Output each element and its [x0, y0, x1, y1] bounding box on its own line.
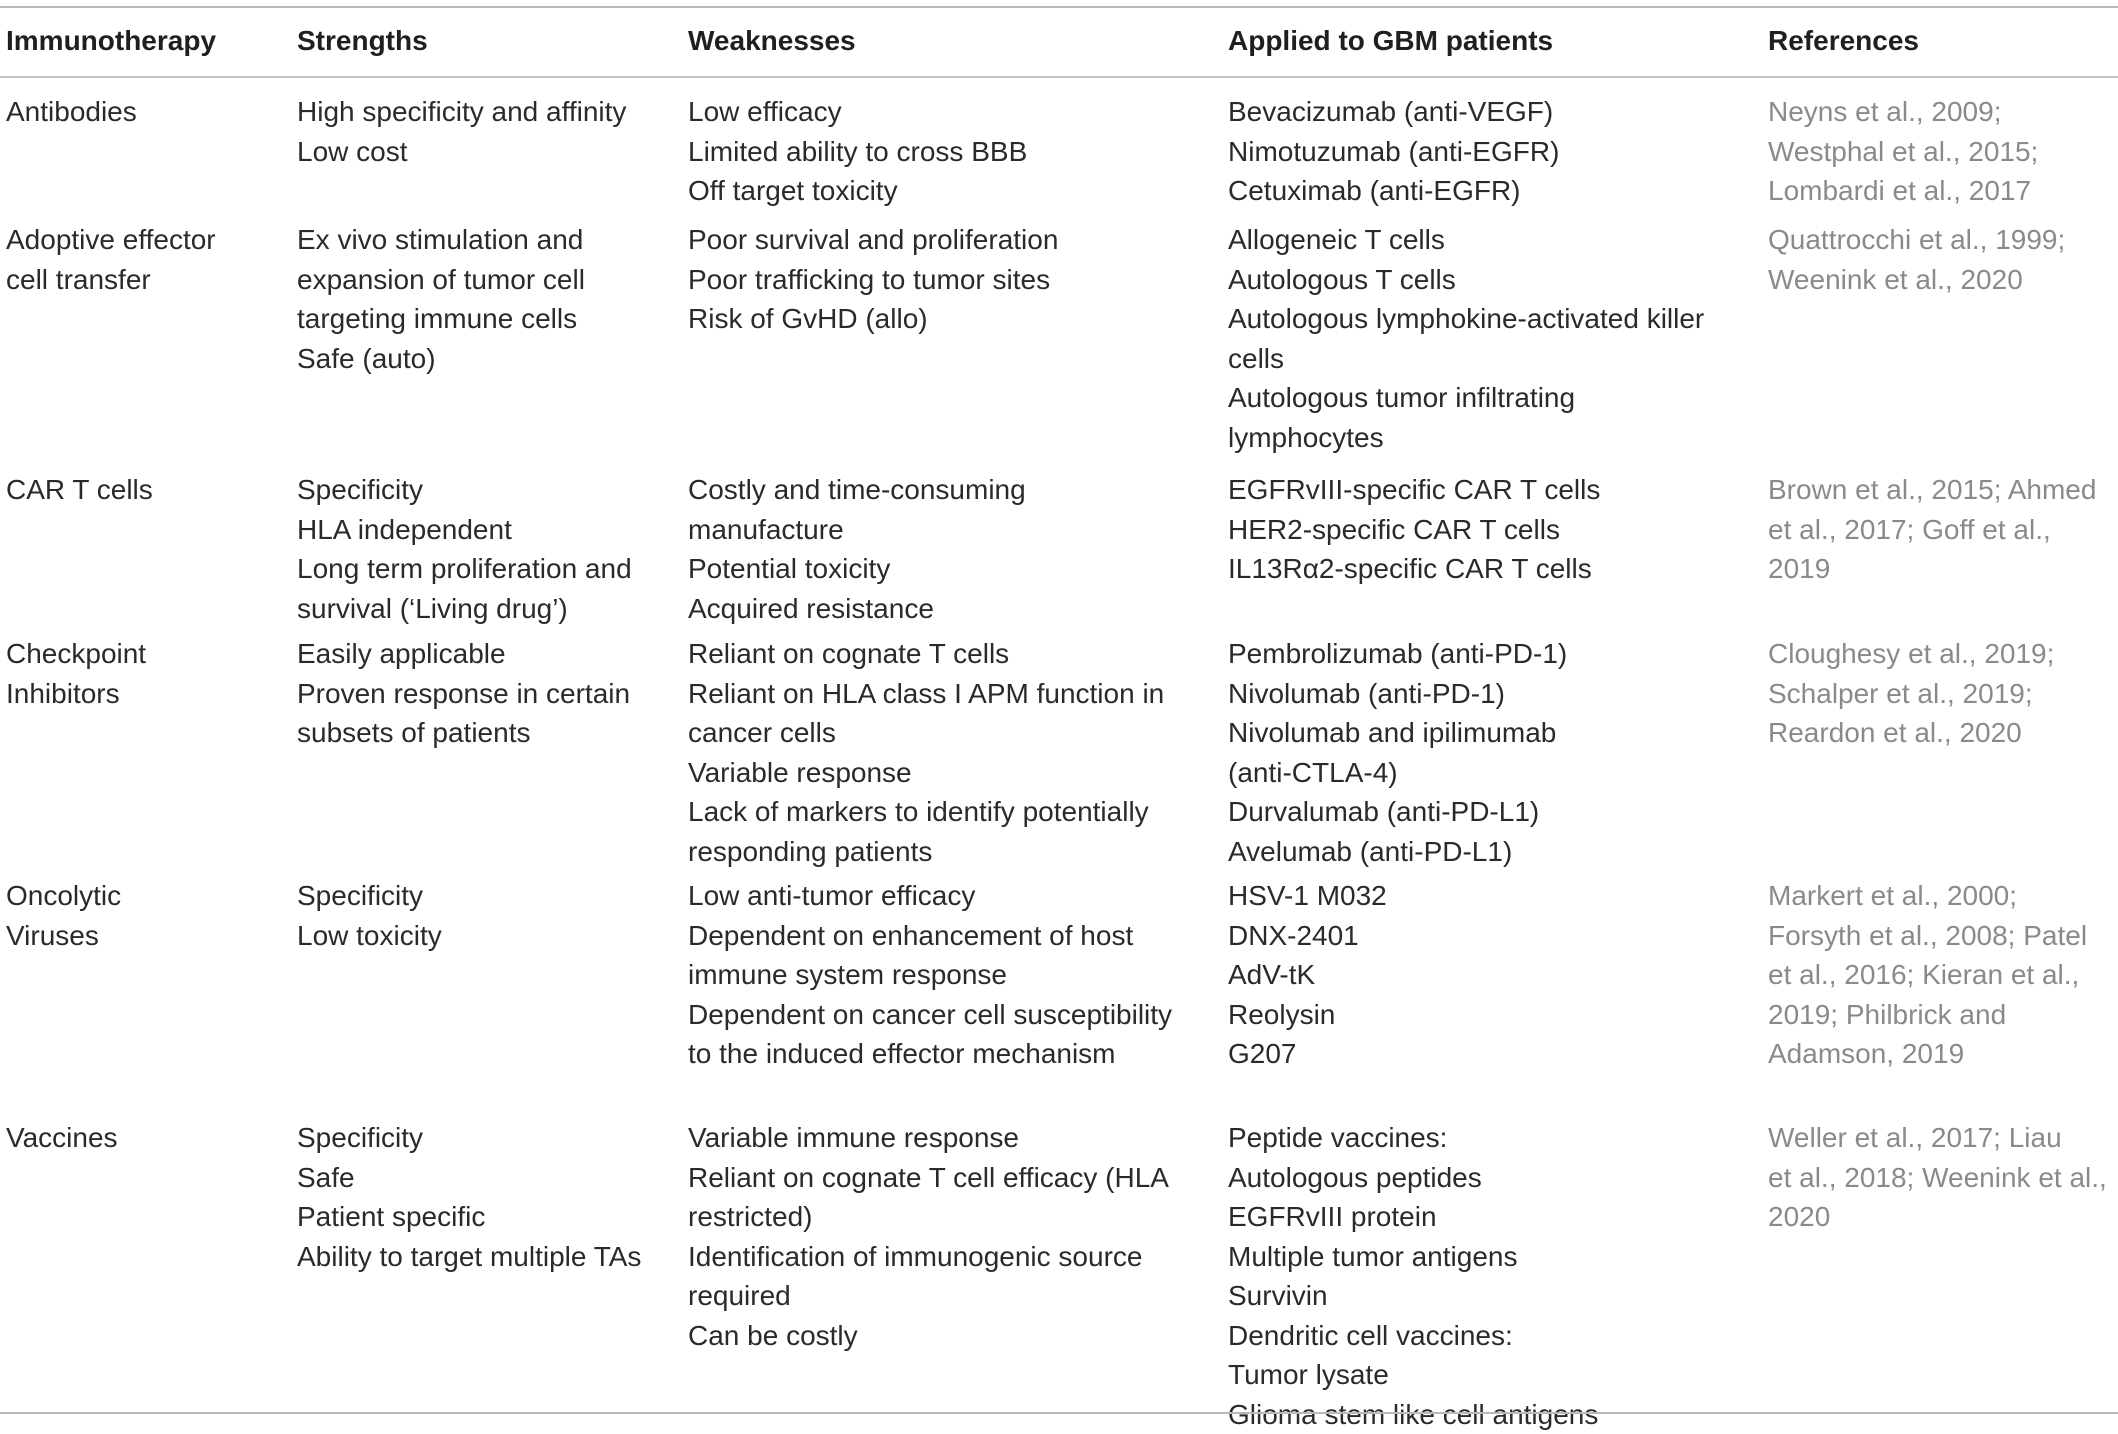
cell-line: 2019; Philbrick and [1768, 995, 2113, 1035]
cell-line: (anti-CTLA-4) [1228, 753, 1758, 793]
cell-line: expansion of tumor cell [297, 260, 679, 300]
cell-line: Reolysin [1228, 995, 1758, 1035]
strengths-cell [297, 220, 679, 378]
header-strengths: Strengths [297, 8, 679, 74]
cell-line: Reliant on HLA class I APM function in [688, 674, 1218, 714]
cell-line: Specificity [297, 876, 679, 916]
cell-line: Safe (auto) [297, 339, 679, 379]
cell-line: Dependent on enhancement of host [688, 916, 1218, 956]
cell-line: responding patients [688, 832, 1218, 872]
header-immunotherapy: Immunotherapy [6, 8, 291, 74]
cell-line: Allogeneic T cells [1228, 220, 1758, 260]
cell-line: Adoptive effector [6, 220, 291, 260]
cell-line: targeting immune cells [297, 299, 679, 339]
cell-line: Quattrocchi et al., 1999; [1768, 220, 2113, 260]
cell-line: DNX-2401 [1228, 916, 1758, 956]
references-cell [1768, 92, 2113, 211]
cell-line: required [688, 1276, 1218, 1316]
applied-cell [1228, 634, 1758, 871]
cell-line: Reliant on cognate T cell efficacy (HLA [688, 1158, 1218, 1198]
cell-line: Peptide vaccines: [1228, 1118, 1758, 1158]
cell-line: Glioma stem like cell antigens [1228, 1395, 1758, 1434]
therapy-cell [6, 92, 291, 132]
cell-line: Can be costly [688, 1316, 1218, 1356]
cell-line: Nivolumab (anti-PD-1) [1228, 674, 1758, 714]
applied-cell [1228, 220, 1758, 457]
cell-line: G207 [1228, 1034, 1758, 1074]
cell-line: Weenink et al., 2020 [1768, 260, 2113, 300]
cell-line: Neyns et al., 2009; [1768, 92, 2113, 132]
cell-line: Multiple tumor antigens [1228, 1237, 1758, 1277]
cell-line: Autologous peptides [1228, 1158, 1758, 1198]
cell-line: Patient specific [297, 1197, 679, 1237]
cell-line: CAR T cells [6, 470, 291, 510]
cell-line: Brown et al., 2015; Ahmed [1768, 470, 2113, 510]
strengths-cell [297, 92, 679, 171]
cell-line: EGFRvIII protein [1228, 1197, 1758, 1237]
cell-line: Forsyth et al., 2008; Patel [1768, 916, 2113, 956]
cell-line: Survivin [1228, 1276, 1758, 1316]
cell-line: Identification of immunogenic source [688, 1237, 1218, 1277]
table-header-row [0, 8, 2118, 74]
cell-line: Low cost [297, 132, 679, 172]
cell-line: Autologous lymphokine-activated killer [1228, 299, 1758, 339]
cell-line: IL13Rα2-specific CAR T cells [1228, 549, 1758, 589]
cell-line: Durvalumab (anti-PD-L1) [1228, 792, 1758, 832]
cell-line: Dependent on cancer cell susceptibility [688, 995, 1218, 1035]
cell-line: Inhibitors [6, 674, 291, 714]
strengths-cell [297, 634, 679, 753]
weaknesses-cell [688, 470, 1218, 628]
cell-line: Limited ability to cross BBB [688, 132, 1218, 172]
weaknesses-cell [688, 1118, 1218, 1355]
cell-line: et al., 2018; Weenink et al., [1768, 1158, 2113, 1198]
weaknesses-cell [688, 92, 1218, 211]
cell-line: Autologous T cells [1228, 260, 1758, 300]
weaknesses-cell [688, 220, 1218, 339]
applied-cell [1228, 876, 1758, 1074]
cell-line: Checkpoint [6, 634, 291, 674]
cell-line: 2019 [1768, 549, 2113, 589]
cell-line: Ability to target multiple TAs [297, 1237, 679, 1277]
cell-line: Low efficacy [688, 92, 1218, 132]
references-cell [1768, 876, 2113, 1074]
cell-line: Westphal et al., 2015; [1768, 132, 2113, 172]
cell-line: subsets of patients [297, 713, 679, 753]
header-references: References [1768, 8, 2113, 74]
cell-line: immune system response [688, 955, 1218, 995]
cell-line: Reardon et al., 2020 [1768, 713, 2113, 753]
cell-line: Long term proliferation and [297, 549, 679, 589]
cell-line: restricted) [688, 1197, 1218, 1237]
header-applied: Applied to GBM patients [1228, 8, 1758, 74]
weaknesses-cell [688, 876, 1218, 1074]
cell-line: Ex vivo stimulation and [297, 220, 679, 260]
strengths-cell [297, 1118, 679, 1276]
therapy-cell [6, 1118, 291, 1158]
references-cell [1768, 634, 2113, 753]
cell-line: Easily applicable [297, 634, 679, 674]
cell-line: Low anti-tumor efficacy [688, 876, 1218, 916]
applied-cell [1228, 92, 1758, 211]
cell-line: cell transfer [6, 260, 291, 300]
cell-line: HER2-specific CAR T cells [1228, 510, 1758, 550]
cell-line: Markert et al., 2000; [1768, 876, 2113, 916]
cell-line: Nimotuzumab (anti-EGFR) [1228, 132, 1758, 172]
cell-line: 2020 [1768, 1197, 2113, 1237]
references-cell [1768, 1118, 2113, 1237]
cell-line: HSV-1 M032 [1228, 876, 1758, 916]
therapy-cell [6, 220, 291, 299]
therapy-cell [6, 470, 291, 510]
cell-line: Pembrolizumab (anti-PD-1) [1228, 634, 1758, 674]
cell-line: Lack of markers to identify potentially [688, 792, 1218, 832]
cell-line: Antibodies [6, 92, 291, 132]
weaknesses-cell [688, 634, 1218, 871]
cell-line: Variable immune response [688, 1118, 1218, 1158]
strengths-cell [297, 876, 679, 955]
cell-line: Off target toxicity [688, 171, 1218, 211]
references-cell [1768, 220, 2113, 299]
cell-line: Risk of GvHD (allo) [688, 299, 1218, 339]
cell-line: Viruses [6, 916, 291, 956]
cell-line: to the induced effector mechanism [688, 1034, 1218, 1074]
cell-line: Oncolytic [6, 876, 291, 916]
references-cell [1768, 470, 2113, 589]
cell-line: High specificity and affinity [297, 92, 679, 132]
cell-line: Proven response in certain [297, 674, 679, 714]
therapy-cell [6, 876, 291, 955]
cell-line: Bevacizumab (anti-VEGF) [1228, 92, 1758, 132]
cell-line: et al., 2017; Goff et al., [1768, 510, 2113, 550]
cell-line: Cloughesy et al., 2019; [1768, 634, 2113, 674]
cell-line: Lombardi et al., 2017 [1768, 171, 2113, 211]
cell-line: Costly and time-consuming [688, 470, 1218, 510]
cell-line: Dendritic cell vaccines: [1228, 1316, 1758, 1356]
strengths-cell [297, 470, 679, 628]
cell-line: et al., 2016; Kieran et al., [1768, 955, 2113, 995]
cell-line: HLA independent [297, 510, 679, 550]
cell-line: Specificity [297, 470, 679, 510]
cell-line: Schalper et al., 2019; [1768, 674, 2113, 714]
cell-line: Potential toxicity [688, 549, 1218, 589]
therapy-cell [6, 634, 291, 713]
cell-line: Poor survival and proliferation [688, 220, 1218, 260]
applied-cell [1228, 1118, 1758, 1434]
cell-line: Variable response [688, 753, 1218, 793]
applied-cell [1228, 470, 1758, 589]
cell-line: manufacture [688, 510, 1218, 550]
cell-line: survival (‘Living drug’) [297, 589, 679, 629]
cell-line: cancer cells [688, 713, 1218, 753]
cell-line: Nivolumab and ipilimumab [1228, 713, 1758, 753]
table-bottom-rule [0, 1412, 2118, 1414]
cell-line: Reliant on cognate T cells [688, 634, 1218, 674]
cell-line: Safe [297, 1158, 679, 1198]
header-weaknesses: Weaknesses [688, 8, 1218, 74]
cell-line: EGFRvIII-specific CAR T cells [1228, 470, 1758, 510]
cell-line: Adamson, 2019 [1768, 1034, 2113, 1074]
cell-line: lymphocytes [1228, 418, 1758, 458]
cell-line: Tumor lysate [1228, 1355, 1758, 1395]
cell-line: AdV-tK [1228, 955, 1758, 995]
cell-line: Weller et al., 2017; Liau [1768, 1118, 2113, 1158]
cell-line: Vaccines [6, 1118, 291, 1158]
cell-line: Avelumab (anti-PD-L1) [1228, 832, 1758, 872]
cell-line: Autologous tumor infiltrating [1228, 378, 1758, 418]
cell-line: Acquired resistance [688, 589, 1218, 629]
table-header-rule [0, 76, 2118, 78]
cell-line: Poor trafficking to tumor sites [688, 260, 1218, 300]
cell-line: Cetuximab (anti-EGFR) [1228, 171, 1758, 211]
cell-line: cells [1228, 339, 1758, 379]
cell-line: Specificity [297, 1118, 679, 1158]
cell-line: Low toxicity [297, 916, 679, 956]
